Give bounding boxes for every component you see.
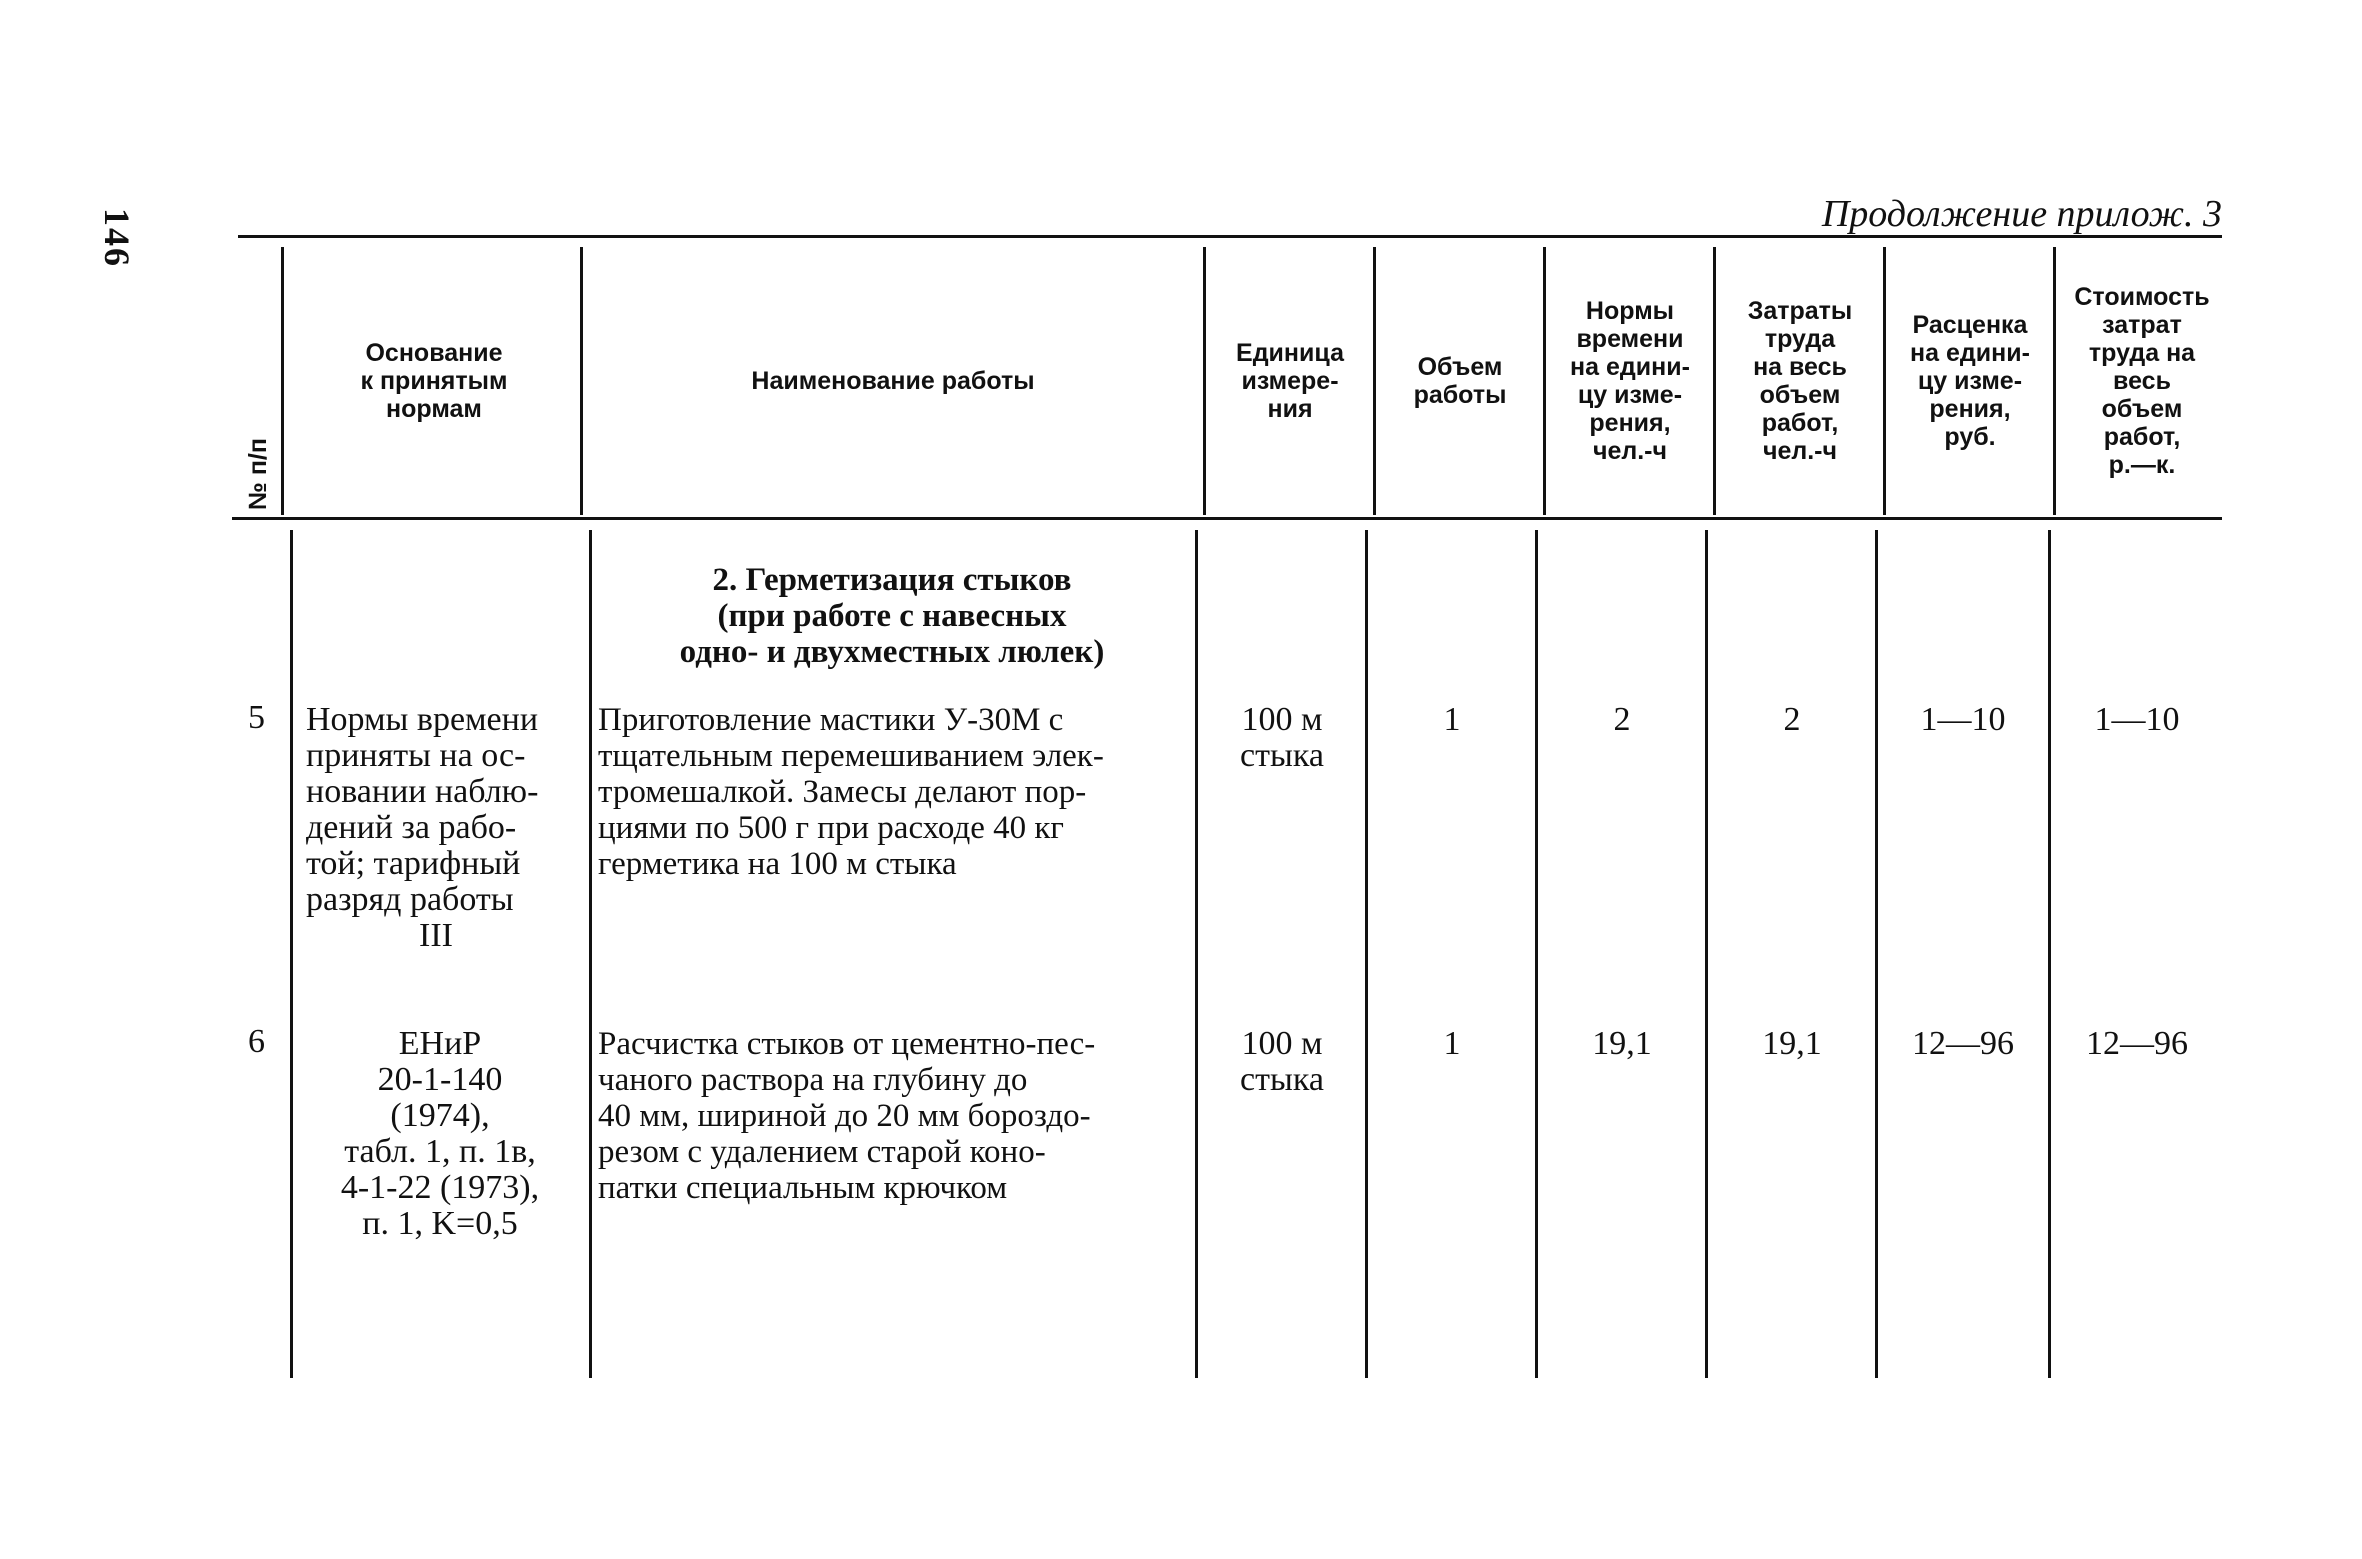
unit-line: стыка: [1240, 1061, 1324, 1098]
time-norm-cell: 2: [1613, 701, 1631, 738]
basis-line: табл. 1, п. 1в,: [344, 1133, 536, 1170]
basis-line: приняты на ос-: [306, 737, 526, 774]
header-divider: [1543, 247, 1546, 515]
volume-cell: 1: [1443, 1025, 1461, 1062]
work-line: циями по 500 г при расходе 40 кг: [598, 810, 1064, 846]
page-number: 146: [97, 208, 137, 268]
work-line: чаного раствора на глубину до: [598, 1062, 1028, 1098]
work-line: Приготовление мастики У-30М с: [598, 702, 1064, 738]
body-divider: [290, 530, 293, 1378]
work-line: патки специальным крючком: [598, 1170, 1008, 1206]
work-line: Расчистка стыков от цементно-пес-: [598, 1026, 1096, 1062]
unit-cell: [1198, 1026, 1366, 1098]
rate-cell: 1—10: [1920, 701, 2006, 738]
body-divider: [1705, 530, 1708, 1378]
cost-total-cell: 12—96: [2086, 1025, 2188, 1062]
work-line: тромешалкой. Замесы делают пор-: [598, 774, 1087, 810]
body-divider: [2048, 530, 2051, 1378]
table-top-rule: [238, 235, 2222, 238]
basis-cell: [293, 1026, 587, 1242]
body-divider: [1365, 530, 1368, 1378]
basis-line: той; тарифный: [306, 845, 521, 882]
header-divider: [281, 247, 284, 515]
header-volume: Объем работы: [1413, 353, 1507, 409]
basis-line: 20-1-140: [377, 1061, 503, 1098]
basis-line: новании наблю-: [306, 773, 539, 810]
work-line: тщательным перемешиванием элек-: [598, 738, 1104, 774]
work-cell: [598, 702, 1192, 882]
basis-line: 4-1-22 (1973),: [340, 1169, 540, 1206]
body-divider: [1535, 530, 1538, 1378]
row-number: 5: [248, 699, 265, 736]
unit-line: стыка: [1240, 737, 1324, 774]
header-cost-total: Стоимость затрат труда на весь объем работ, р.—к.: [2074, 283, 2210, 479]
row-number: 6: [248, 1023, 265, 1060]
volume-cell: 1: [1443, 701, 1461, 738]
work-cell: [598, 1026, 1192, 1206]
header-no: № п/п: [244, 438, 272, 510]
section-title: 2. Герметизация стыков (при работе с навесных одно- и двухместных люлек): [679, 562, 1105, 670]
basis-line: Нормы времени: [306, 701, 539, 738]
header-rate: Расценка на едини- цу изме- рения, руб.: [1910, 311, 2030, 451]
work-line: резом с удалением старой коно-: [598, 1134, 1046, 1170]
basis-line: (1974),: [390, 1097, 490, 1134]
body-divider: [1875, 530, 1878, 1378]
basis-line: п. 1, K=0,5: [362, 1205, 518, 1242]
basis-line: дений за рабо-: [306, 809, 517, 846]
header-work: Наименование работы: [751, 367, 1035, 395]
header-divider: [2053, 247, 2056, 515]
continuation-note: Продолжение прилож. 3: [1821, 193, 2222, 235]
unit-line: 100 м: [1241, 701, 1323, 738]
header-time-norm: Нормы времени на едини- цу изме- рения, чел.-ч: [1570, 297, 1690, 465]
header-unit: Единица измере- ния: [1236, 339, 1344, 423]
rate-cell: 12—96: [1912, 1025, 2014, 1062]
header-divider: [580, 247, 583, 515]
header-labor-total: Затраты труда на весь объем работ, чел.-ч: [1747, 297, 1853, 465]
header-bottom-rule: [232, 517, 2222, 520]
unit-line: 100 м: [1241, 1025, 1323, 1062]
body-divider: [1195, 530, 1198, 1378]
time-norm-cell: 19,1: [1592, 1025, 1652, 1062]
basis-line: III: [419, 917, 453, 954]
basis-line: разряд работы: [306, 881, 514, 918]
work-line: герметика на 100 м стыка: [598, 846, 957, 882]
labor-total-cell: 2: [1783, 701, 1801, 738]
unit-cell: [1198, 702, 1366, 774]
header-divider: [1883, 247, 1886, 515]
work-line: 40 мм, шириной до 20 мм бороздо-: [598, 1098, 1091, 1134]
header-divider: [1203, 247, 1206, 515]
labor-total-cell: 19,1: [1762, 1025, 1822, 1062]
header-divider: [1713, 247, 1716, 515]
header-basis: Основание к принятым нормам: [360, 339, 508, 423]
header-divider: [1373, 247, 1376, 515]
cost-total-cell: 1—10: [2094, 701, 2180, 738]
basis-line: ЕНиР: [398, 1025, 482, 1062]
basis-cell: [306, 702, 586, 954]
